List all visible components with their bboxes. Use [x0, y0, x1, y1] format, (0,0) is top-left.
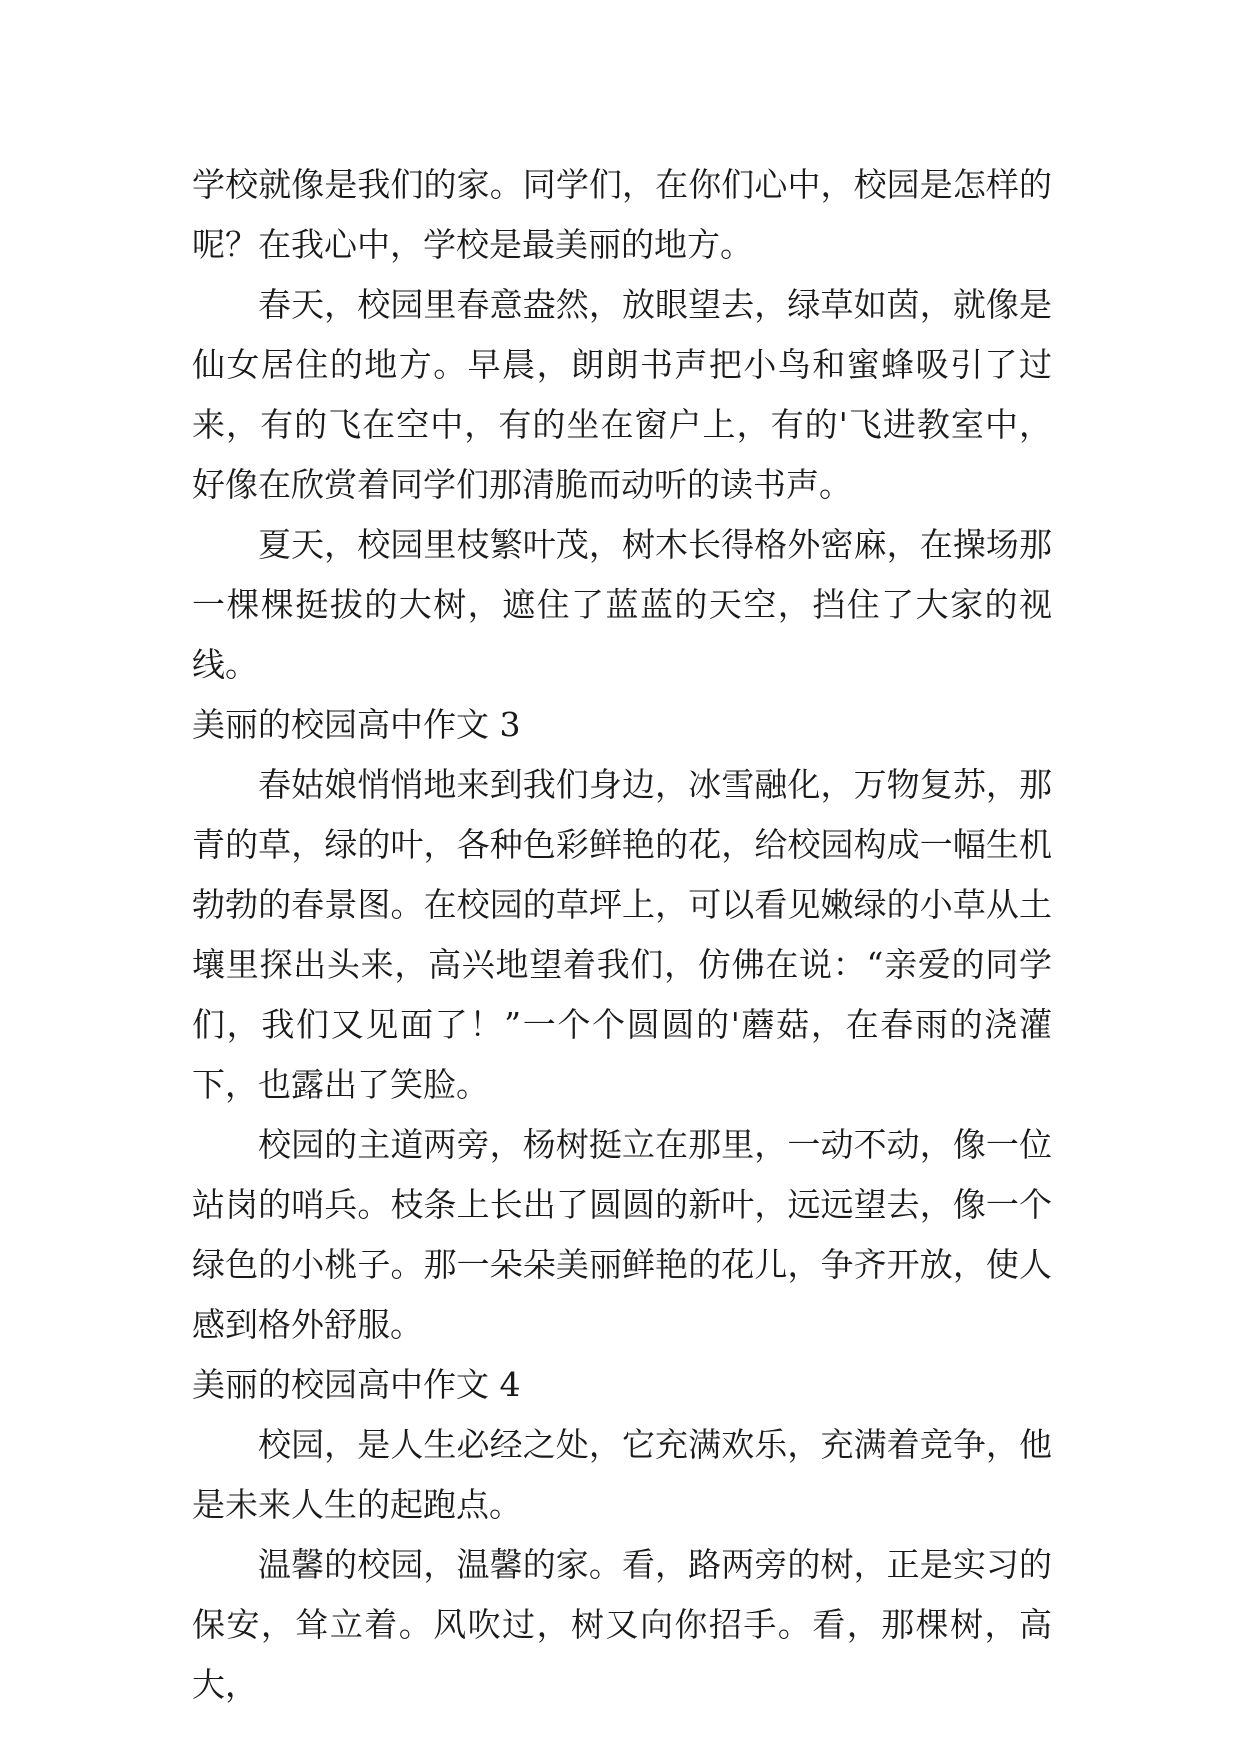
paragraph: 学校就像是我们的家。同学们，在你们心中，校园是怎样的呢？在我心中，学校是最美丽的地方。: [192, 165, 1052, 264]
paragraph: 夏天，校园里枝繁叶茂，树木长得格外密麻，在操场那一棵棵挺拔的大树，遮住了蓝蓝的天空，挡住了大家的视线。: [192, 525, 1052, 684]
paragraph: 温馨的校园，温馨的家。看，路两旁的树，正是实习的保安，耸立着。风吹过，树又向你招手。看，那棵树，高大，: [192, 1545, 1052, 1704]
paragraph: 春天，校园里春意盎然，放眼望去，绿草如茵，就像是仙女居住的地方。早晨，朗朗书声把小鸟和蜜蜂吸引了过来，有的飞在空中，有的坐在窗户上，有的'飞进教室中，好像在欣赏着同学们那清脆而动听的读书声。: [192, 285, 1052, 504]
paragraph: 校园的主道两旁，杨树挺立在那里，一动不动，像一位站岗的哨兵。枝条上长出了圆圆的新叶，远远望去，像一个绿色的小桃子。那一朵朵美丽鲜艳的花儿，争齐开放，使人感到格外舒服。: [192, 1125, 1052, 1344]
paragraph: 春姑娘悄悄地来到我们身边，冰雪融化，万物复苏，那青的草，绿的叶，各种色彩鲜艳的花，给校园构成一幅生机勃勃的春景图。在校园的草坪上，可以看见嫩绿的小草从土壤里探出头来，高兴地望着我们，仿佛在说：“亲爱的同学们，我们又见面了！”一个个圆圆的'蘑菇，在春雨的浇灌下，也露出了笑脸。: [192, 765, 1052, 1104]
section-heading: 美丽的校园高中作文 4: [192, 1365, 521, 1404]
section-heading: 美丽的校园高中作文 3: [192, 705, 521, 744]
paragraph: 校园，是人生必经之处，它充满欢乐，充满着竞争，他是未来人生的起跑点。: [192, 1425, 1052, 1524]
document-page: [192, 155, 1052, 1715]
